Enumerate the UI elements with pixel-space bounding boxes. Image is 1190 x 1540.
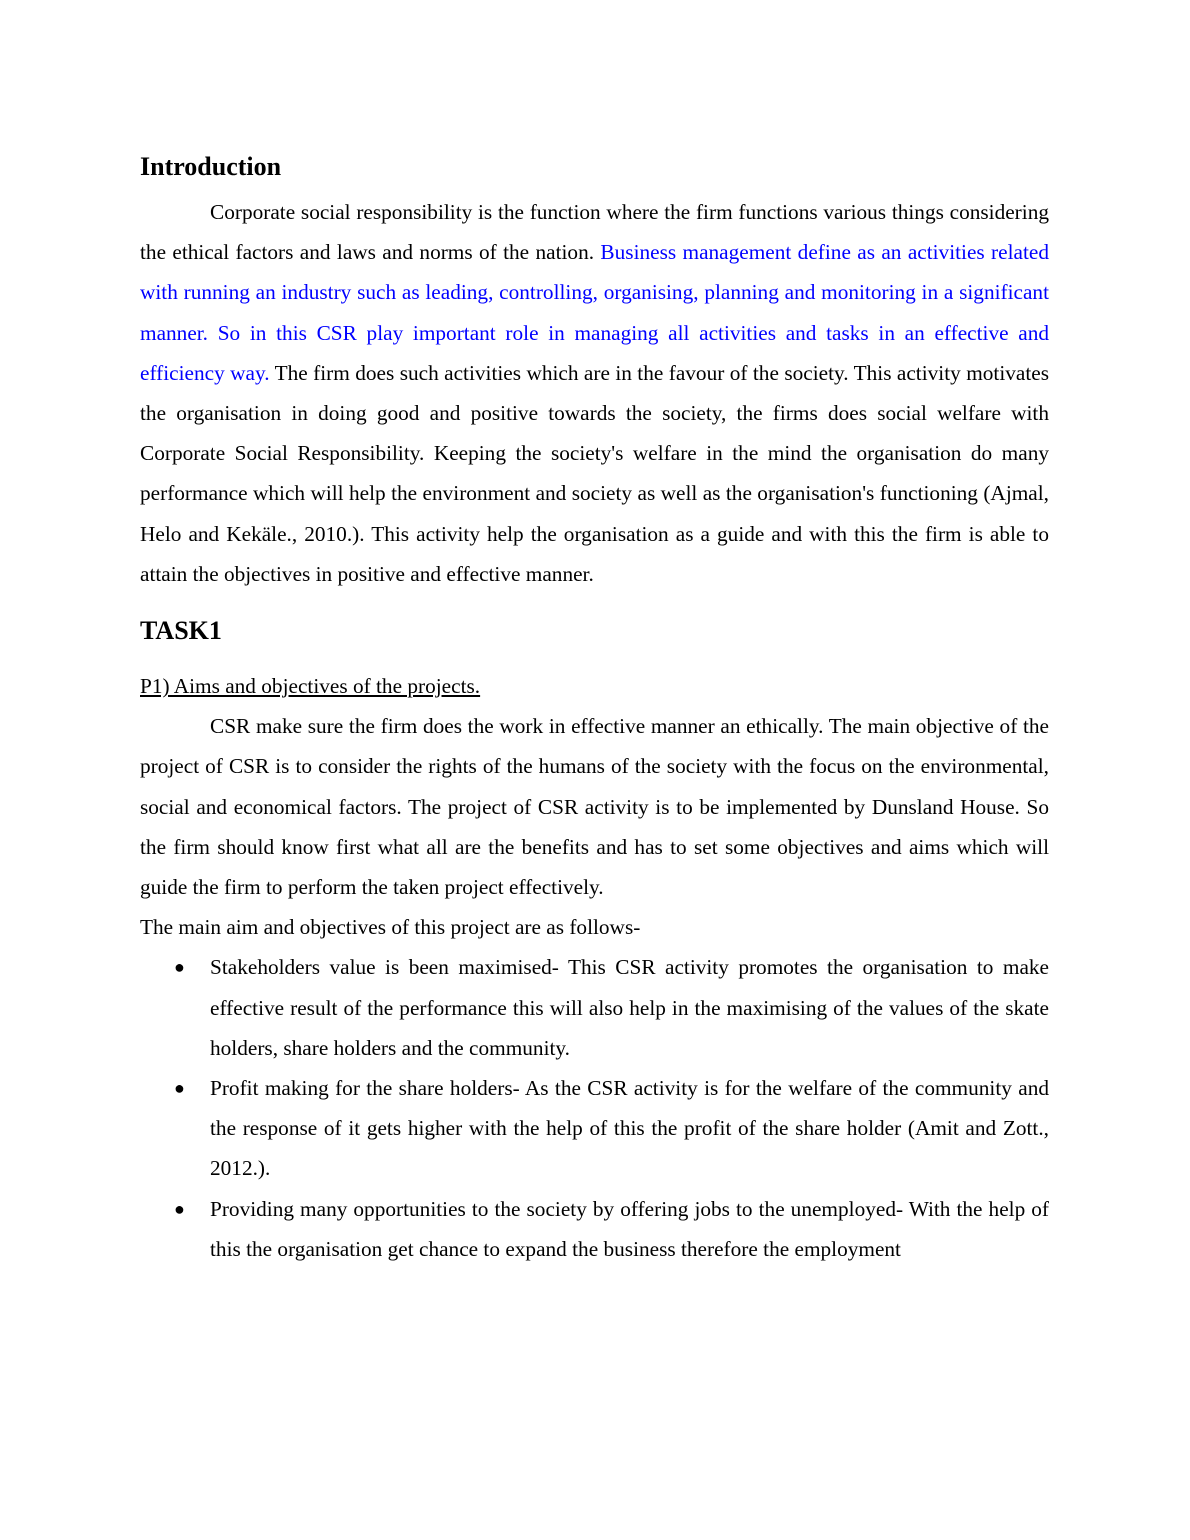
bullet-icon: ● — [174, 957, 185, 978]
list-item — [140, 1068, 1049, 1189]
introduction-highlighted-text: Business management define as an activities related with running an industry such as leading, controlling, organising, planning and monitoring in a significant manner. So in this CSR play important role in managing all activities and tasks in an effective and efficiency way. — [140, 240, 1049, 385]
list-intro: The main aim and objectives of this project are as follows- — [140, 915, 641, 940]
task1-paragraph: CSR make sure the firm does the work in effective manner an ethically. The main objective of the project of CSR is to consider the rights of the humans of the society with the focus on the environmental, social and economical factors. The project of CSR activity is to be implemented by Dunsland House. So the firm should know first what all are the benefits and has to set some objectives and aims which will guide the firm to perform the taken project effectively. — [140, 714, 1049, 900]
introduction-text-part1: Corporate social responsibility is the function where the firm functions various things considering the ethical factors and laws and norms of the nation. — [140, 200, 1049, 265]
list-item — [140, 1189, 1049, 1269]
introduction-paragraph — [140, 192, 1049, 594]
list-item-text: Profit making for the share holders- As the CSR activity is for the welfare of the community and the response of it gets higher with the help of this the profit of the share holder (Amit and Zott., 2012.). — [210, 1076, 1049, 1181]
objectives-list — [140, 947, 1049, 1269]
bullet-icon: ● — [174, 1198, 185, 1219]
list-item-text: Providing many opportunities to the society by offering jobs to the unemployed- With the help of this the organisation get chance to expand the business therefore the employment — [210, 1196, 1049, 1261]
task1-heading: TASK1 — [140, 616, 222, 646]
list-item-text: Stakeholders value is been maximised- This CSR activity promotes the organisation to make effective result of the performance this will also help in the maximising of the values of the skate holders, share holders and the community. — [210, 955, 1049, 1060]
p1-subheading: P1) Aims and objectives of the projects. — [140, 674, 481, 699]
document-page — [140, 150, 1049, 1269]
introduction-text-part2: The firm does such activities which are in the favour of the society. This activity motivates the organisation in doing good and positive towards the society, the firms does social welfare with Corporate Social Responsibility. Keeping the society's welfare in the mind the organisation do many performance which will help the environment and society as well as the organisation's functioning (Ajmal, Helo and Kekäle., 2010.). This activity help the organisation as a guide and with this the firm is able to attain the objectives in positive and effective manner. — [140, 360, 1049, 586]
bullet-icon: ● — [174, 1078, 185, 1099]
introduction-heading: Introduction — [140, 152, 282, 181]
list-item — [140, 947, 1049, 1068]
